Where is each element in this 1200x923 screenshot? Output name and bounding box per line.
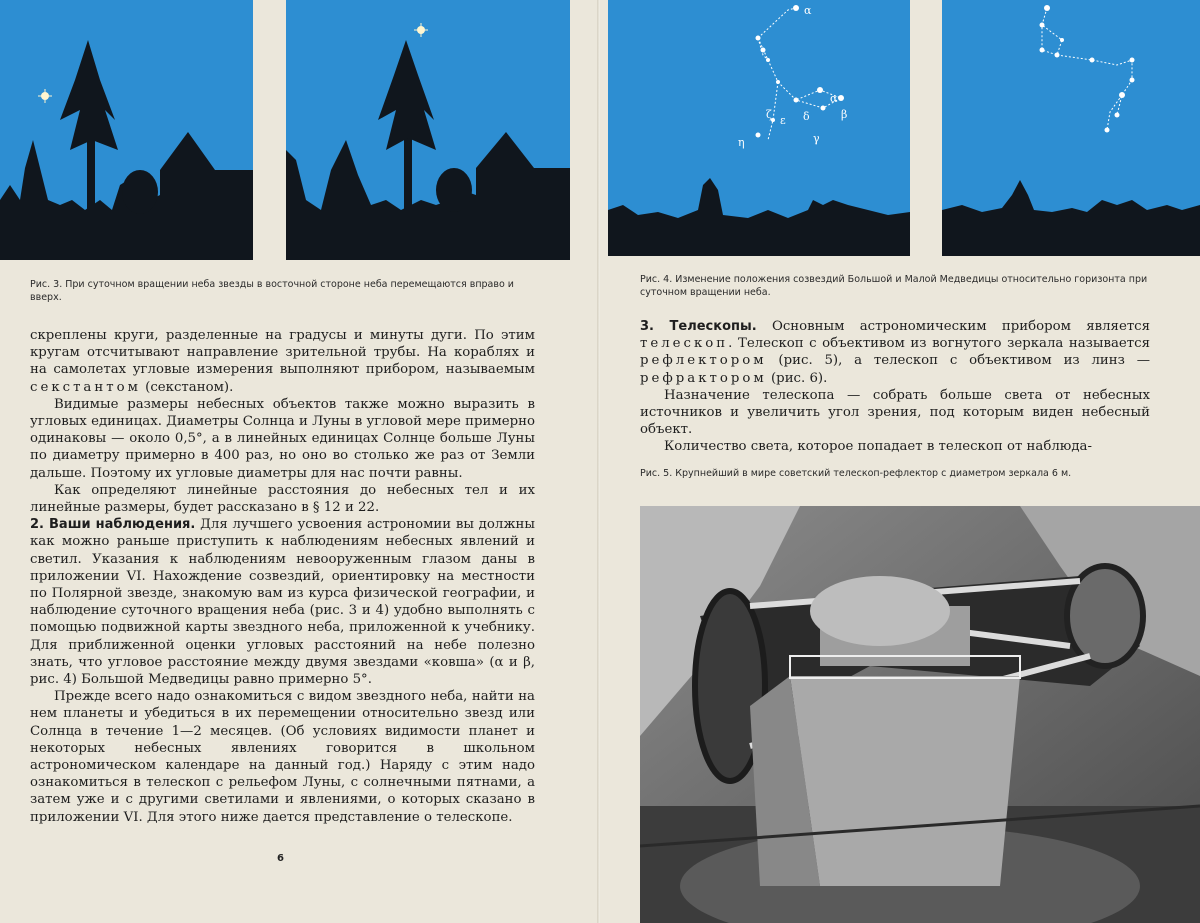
- fig3-left-scene: [0, 0, 253, 260]
- fig3-panel-left: [0, 0, 253, 260]
- greek-label: ε: [780, 114, 786, 127]
- fig3-panel-right: [286, 0, 570, 260]
- greek-label: α: [830, 92, 838, 105]
- left-body-text: [30, 327, 535, 826]
- greek-label: β: [841, 108, 848, 121]
- right-body-text: [640, 318, 1150, 456]
- fig4-caption: Рис. 4. Изменение положения созвездий Большой и Малой Медведицы относительно горизонта при суточном вращении неба.: [640, 274, 1148, 298]
- fig4-right-scene: [942, 0, 1200, 256]
- paragraph-text: (рис. 6).: [766, 370, 828, 386]
- fig4-left-scene: [608, 0, 910, 256]
- page-number: 6: [277, 853, 284, 864]
- paragraph: [30, 516, 535, 688]
- section-heading: 3. Телескопы.: [640, 319, 757, 334]
- paragraph: Как определяют линейные расстояния до небесных тел и их линейные размеры, будет рассказано в § 12 и 22.: [30, 482, 535, 516]
- term-sextant: секстантом: [30, 379, 141, 395]
- greek-label: ζ: [766, 108, 772, 121]
- paragraph-text: (рис. 5), а телескоп с объективом из линз —: [766, 353, 1150, 369]
- greek-label: η: [738, 136, 745, 149]
- fig5-caption: Рис. 5. Крупнейший в мире советский телескоп-рефлектор с диаметром зеркала 6 м.: [640, 468, 1072, 479]
- paragraph: [640, 318, 1150, 387]
- paragraph: Количество света, которое попадает в телескоп от наблюда-: [664, 439, 1092, 455]
- fig3-right-scene: [286, 0, 570, 260]
- paragraph: Прежде всего надо ознакомиться с видом звездного неба, найти на нем планеты и убедиться в их перемещении относительно звезд или Солнца в течение 1—2 месяцев. (Об условиях видимости планет и некоторых небесных явлениях говорится в школьном астрономическом календаре на данный год.) Наряду с этим надо ознакомиться в телескоп с рельефом Луны, с солнечными пятнами, а затем уже и с другими светилами и явлениями, о которых сказано в приложении VI. Для этого ниже дается представление о телескопе.: [30, 689, 535, 825]
- paragraph: Назначение телескопа — собрать больше света от небесных источников и увеличить угол зрения, под которым виден небесный объект.: [640, 387, 1150, 438]
- paragraph-text: . Телескоп с объективом из вогнутого зеркала называется: [728, 336, 1150, 352]
- term-refractor: рефрактором: [640, 370, 767, 386]
- paragraph: [30, 327, 535, 396]
- right-page: [600, 0, 1200, 923]
- telescope-photo: [640, 506, 1200, 923]
- greek-label: γ: [813, 132, 820, 145]
- fig4-panel-left: [608, 0, 910, 256]
- paragraph-text: (секстаном).: [140, 379, 234, 395]
- fig3-caption: Рис. 3. При суточном вращении неба звезды в восточной стороне неба перемещаются вправо и вверх.: [30, 279, 514, 303]
- section-heading: 2. Ваши наблюдения.: [30, 517, 196, 533]
- term-telescope: телескоп: [640, 336, 729, 352]
- paragraph-text: Для лучшего усвоения астрономии вы должны как можно раньше приступить к наблюдениям небесных явлений и светил. Указания к наблюдениям невооруженным глазом даны в приложении VI. Нахождение созвездий, ориентировку на местности по Полярной звезде, знакомую вам из курса физической географии, и наблюдение суточного вращения неба (рис. 3 и 4) удобно выполнять с помощью подвижной карты звездного неба, приложенной к учебнику. Для приближенной оценки угловых расстояний на небе полезно знать, что угловое расстояние между двумя звездами «ковша» (α и β, рис. 4) Большой Медведицы равно примерно 5°.: [30, 517, 535, 688]
- paragraph: Видимые размеры небесных объектов также можно выразить в угловых единицах. Диаметры Солнца и Луны в угловой мере примерно одинаковы — около 0,5°, а в линейных единицах Солнце больше Луны по диаметру примерно в 400 раз, но оно во столько же раз от Земли дальше. Поэтому их угловые диаметры для нас почти равны.: [30, 396, 535, 481]
- paragraph-text: скреплены круги, разделенные на градусы и минуты дуги. По этим кругам отсчитывают направление зрительной трубы. На кораблях и на самолетах угловые измерения выполняют прибором, называемым: [30, 328, 535, 378]
- telescope-photo-illustration: [640, 506, 1200, 923]
- fig4-panel-right: [942, 0, 1200, 256]
- paragraph-text: Основным астрономическим прибором является: [756, 319, 1151, 334]
- term-reflector: рефлектором: [640, 353, 767, 369]
- greek-label: δ: [803, 110, 810, 123]
- greek-label: α: [804, 4, 812, 17]
